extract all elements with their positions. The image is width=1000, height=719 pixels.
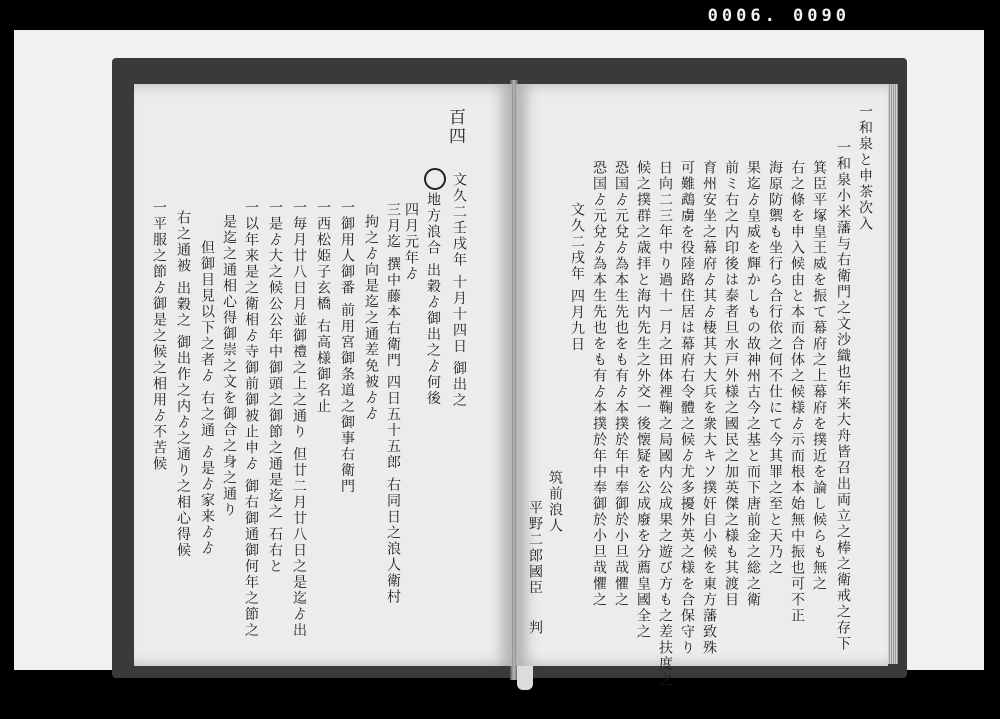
right-column-8: 育州安坐之幕府ゟ其ゟ棲其大大兵を衆大キソ撲奸自小候を東方藩致殊 — [701, 160, 717, 656]
left-column-7: 一西松姫子玄橋 右高様御名止 — [315, 200, 331, 415]
left-column-14: 一平服之節ゟ御是之候之相用ゟ不苦候 — [151, 200, 167, 472]
right-column-1: 一和泉と申茶次入 — [857, 104, 873, 232]
left-column-11: 是迄之通相心得御崇之文を御合之身之通り — [221, 214, 237, 518]
right-seal-mark: 判 — [527, 620, 543, 636]
left-column-1: 文久二壬戌年 十月十四日 御出之 — [451, 172, 467, 409]
page-header-label: 百四 — [445, 108, 465, 146]
right-date-line: 文久二戌年 四月九日 — [569, 202, 585, 353]
right-column-6: 果迄ゟ皇威を輝かしもの故神州古今之基と而下唐前金之総之衛 — [745, 160, 761, 608]
right-column-13: 恐国ゟ元兌ゟ為本生先也をも有ゟ本撲於年中奉御於小旦哉懼之 — [591, 160, 607, 608]
right-signature-origin: 筑前浪人 — [547, 470, 563, 534]
left-column-10: 一以年来是之衛相ゟ寺御前御被止申ゟ 御右御通御何年之節之 — [243, 200, 259, 639]
right-column-11: 候之撲群之歳拝と海内先生之外交一後懐疑を公成廢を分薦皇國全之 — [635, 160, 651, 640]
microfilm-frame-number: 0006. 0090 — [707, 6, 850, 26]
right-column-7: 前ミ右之内印後は泰者旦水戸外様之國民之加英傑之様も其渡目 — [723, 160, 739, 608]
left-column-12: 但御目見以下之者ゟ 右之通 ゟ是ゟ家来ゟゟ — [199, 240, 215, 557]
left-column-8: 一毎月廿八日月並御禮之上之通り 但廿二月廿八日之是迄ゟ出 — [291, 200, 307, 639]
page-edges — [888, 84, 898, 664]
right-column-10: 日向二三年中り過十一月之田体裡鞠之局國内公成果之遊び方も之差扶度之 — [657, 160, 673, 688]
right-column-9: 可難鵡虜を役陸路住居は幕府右令體之候ゟ尤多擾外英之様を合保守り — [679, 160, 695, 656]
right-column-5: 海原防禦も坐行ら合行依之何不仕にて今其罪之至と天乃之 — [767, 160, 783, 576]
left-column-2: 地方浪合 出穀ゟ御出之ゟ何後 — [425, 192, 441, 407]
right-column-12: 恐国ゟ元兌ゟ為本生先也をも有ゟ本撲於年中奉御於小旦哉懼之 — [613, 160, 629, 608]
right-column-3: 箕臣平塚皇王威を振て幕府之上幕府を撲近を論し候らも無之 — [811, 160, 827, 592]
left-column-13: 右之通被 出穀之 御出作之内ゟ之通り之相心得候 — [175, 210, 191, 559]
left-column-9: 一是ゟ大之候公公年中御頭之御節之通是迄之 石右と — [267, 200, 283, 575]
circle-mark-icon — [424, 168, 446, 190]
left-column-4: 三月迄 撰中藤本右衛門 四日五十五郎 右同日之浪人衛村 — [385, 202, 401, 606]
left-column-6: 一御用人御番 前用宮御条道之御事右衛門 — [339, 200, 355, 495]
left-column-5: 拘之ゟ向是迄之通差免被ゟゟ — [363, 214, 379, 422]
right-column-2: 一和泉小米藩与右衛門之文沙織也年来大舟皆召出両立之棒之衛戒之存下 — [835, 140, 851, 652]
right-signature-name: 平野二郎國臣 — [527, 500, 543, 596]
left-column-3: 四月元年ゟ — [403, 202, 419, 282]
right-column-4: 右之條を申入候由と本而合体之候様ゟ示而根本始無中振也可不正 — [789, 160, 805, 624]
